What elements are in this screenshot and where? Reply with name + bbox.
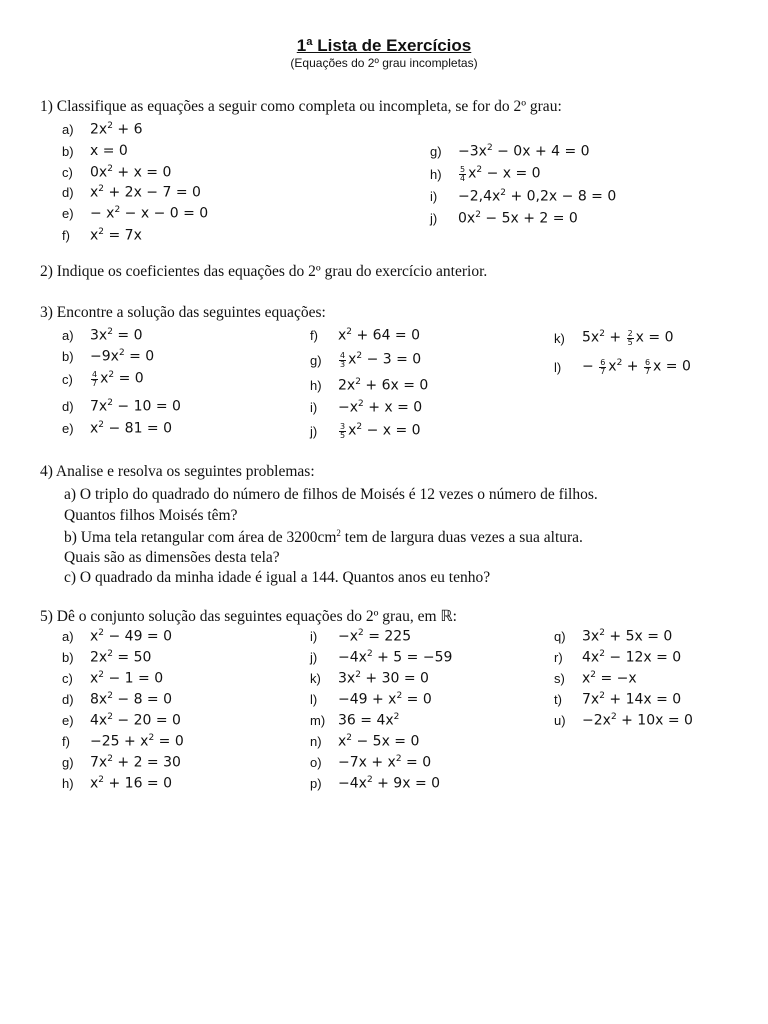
question-1: 1) Classifique as equações a seguir como completa ou incompleta, se for do 2º grau: (40, 98, 562, 115)
q5-equation (338, 775, 440, 792)
q3-item (310, 396, 422, 418)
q1-item (62, 181, 201, 203)
q3-item-label: f) (310, 327, 318, 343)
q1-item-label: d) (62, 184, 74, 200)
q1-equation (458, 143, 590, 160)
equation-part: x (608, 359, 617, 376)
q5-item-label: a) (62, 628, 74, 644)
exponent: 2 (107, 753, 113, 764)
q5-item (310, 709, 399, 731)
q1-item-label: a) (62, 121, 74, 137)
q5-item-label: u) (554, 712, 566, 728)
equation-part: + (622, 359, 643, 376)
q5-item (310, 730, 419, 752)
q5-item-label: h) (62, 775, 74, 791)
q5-item (62, 772, 172, 794)
equation-part: − x = 0 (362, 423, 421, 440)
equation-part: x (90, 227, 99, 244)
equation-part: − 0x + 4 = 0 (492, 143, 590, 160)
q1-equation (90, 227, 142, 244)
equation-part: − 5x + 2 = 0 (480, 210, 578, 227)
q3-equation (338, 399, 422, 416)
fraction-denominator: 3 (340, 359, 346, 369)
fraction (339, 352, 346, 369)
equation-part: 2x (90, 649, 108, 666)
q5-item-label: o) (310, 754, 322, 770)
fraction-denominator: 7 (600, 366, 606, 376)
equation-part: −4x (338, 775, 367, 792)
q5-item (62, 625, 172, 647)
q3-item (310, 420, 421, 442)
exponent: 2 (599, 690, 605, 701)
equation-part: − 20 = 0 (112, 712, 181, 729)
q5-equation (338, 754, 431, 771)
exponent: 2 (610, 711, 617, 722)
q1-item-label: e) (62, 205, 74, 221)
q1-item (62, 202, 208, 224)
question-2: 2) Indique os coeficientes das equações do 2º grau do exercício anterior. (40, 263, 488, 280)
q5-item-label: g) (62, 754, 74, 770)
q1-item-label: j) (430, 210, 438, 226)
q5-item (62, 751, 181, 773)
fraction (644, 359, 651, 376)
q5-item (310, 667, 429, 689)
exponent: 2 (355, 669, 361, 680)
q3-item-label: k) (554, 330, 565, 346)
q5-equation (90, 670, 163, 687)
fraction-numerator: 4 (340, 350, 346, 360)
equation-part: x (338, 327, 347, 344)
equation-part: x = 0 (653, 359, 691, 376)
q1-equation (458, 210, 578, 227)
q1-equation (90, 184, 201, 201)
equation-part: = −x (596, 670, 637, 687)
fraction-numerator: 2 (627, 328, 633, 338)
exponent: 2 (108, 370, 115, 381)
equation-part: = 0 (112, 327, 143, 344)
q3-equation (338, 351, 421, 368)
q5-item (554, 709, 693, 731)
exponent: 2 (346, 326, 353, 337)
fraction-denominator: 7 (644, 366, 651, 376)
q3-item (310, 324, 420, 346)
q5-item (310, 772, 440, 794)
q1-item (62, 140, 128, 162)
equation-part: −x (338, 399, 359, 416)
q5-item (62, 646, 151, 668)
exponent: 2 (107, 397, 113, 408)
exponent: 2 (107, 711, 113, 722)
equation-part: + 14x = 0 (604, 691, 682, 708)
exponent: 2 (98, 774, 105, 785)
equation-part: x (90, 670, 99, 687)
q3-item (310, 349, 421, 371)
q1-item (430, 185, 616, 207)
equation-part: − x − 0 = 0 (120, 205, 209, 222)
fraction (459, 166, 466, 183)
problem-b-text-end: tem de largura duas vezes a sua altura. (340, 529, 583, 547)
fraction-denominator: 4 (460, 173, 466, 183)
exponent: 2 (114, 204, 121, 215)
q5-equation (338, 628, 411, 645)
q5-equation (90, 649, 151, 666)
equation-part: 2x (90, 121, 108, 138)
problem-b-cm-exponent: 2 (336, 528, 341, 538)
fraction-denominator: 5 (627, 337, 633, 347)
q5-equation (338, 670, 429, 687)
exponent: 2 (486, 142, 493, 153)
q1-item (430, 140, 590, 162)
equation-part: − x (90, 205, 115, 222)
exponent: 2 (500, 187, 507, 198)
q5-item (310, 646, 452, 668)
q3-item-label: c) (62, 371, 73, 387)
exponent: 2 (98, 226, 105, 237)
equation-part: + 6 (112, 121, 143, 138)
equation-part: 3x (90, 327, 108, 344)
equation-part: + 10x = 0 (616, 712, 693, 729)
q3-item-label: j) (310, 423, 318, 439)
q3-item (310, 374, 428, 396)
q5-item-label: b) (62, 649, 74, 665)
exponent: 2 (395, 753, 402, 764)
q5-equation (338, 691, 432, 708)
q3-item (62, 324, 142, 346)
equation-part: − 8 = 0 (112, 691, 173, 708)
exponent: 2 (107, 163, 113, 174)
equation-part: + x = 0 (112, 164, 172, 181)
equation-part: = 0 (154, 733, 184, 750)
q3-item-label: i) (310, 399, 318, 415)
q1-equation (458, 165, 541, 182)
q3-equation (582, 358, 691, 375)
exponent: 2 (355, 376, 361, 387)
fraction-denominator: 7 (92, 378, 98, 388)
problem-c-line-1: c) O quadrado da minha idade é igual a 144. Quantos anos eu tenho? (64, 569, 491, 586)
equation-part: − 10 = 0 (112, 398, 181, 415)
q1-equation (90, 205, 208, 222)
q5-item-label: r) (554, 649, 563, 665)
exponent: 2 (590, 669, 597, 680)
q3-item (62, 345, 154, 367)
q5-item (62, 667, 163, 689)
q3-equation (90, 327, 142, 344)
equation-part: −3x (458, 143, 487, 160)
q3-item-label: l) (554, 359, 562, 375)
equation-part: + (604, 330, 626, 347)
problem-a-line-2: Quantos filhos Moisés têm? (64, 507, 238, 524)
problem-b-line-2: Quais são as dimensões desta tela? (64, 549, 280, 566)
q5-equation (582, 670, 637, 687)
q5-item-label: n) (310, 733, 322, 749)
equation-part: x (468, 166, 477, 183)
q5-item-label: t) (554, 691, 562, 707)
q5-item (310, 625, 411, 647)
q3-equation (582, 329, 674, 346)
fraction-numerator: 3 (340, 421, 346, 431)
equation-part: x = 0 (90, 143, 128, 159)
q5-item-label: d) (62, 691, 74, 707)
q5-equation (90, 628, 172, 645)
q1-item-label: g) (430, 143, 442, 159)
q5-equation (90, 754, 181, 771)
page-subtitle: (Equações do 2º grau incompletas) (290, 56, 478, 70)
exponent: 2 (599, 627, 605, 638)
q3-item (554, 327, 674, 349)
exponent: 2 (98, 419, 105, 430)
exponent: 2 (475, 209, 481, 220)
q3-item (554, 356, 691, 378)
exponent: 2 (396, 690, 403, 701)
q5-equation (582, 691, 681, 708)
exponent: 2 (346, 732, 353, 743)
equation-part: − 1 = 0 (104, 670, 164, 687)
equation-part: 8x (90, 691, 108, 708)
equation-part: + 6x = 0 (360, 377, 429, 394)
fraction-numerator: 4 (92, 369, 98, 379)
problem-b-line-1 (64, 528, 583, 547)
q3-item-label: a) (62, 327, 74, 343)
equation-part: 7x (90, 754, 108, 771)
equation-part: − (582, 359, 599, 376)
exponent: 2 (107, 648, 113, 659)
equation-part: x (348, 423, 357, 440)
question-5: 5) Dê o conjunto solução das seguintes equações do 2º grau, em ℝ: (40, 608, 457, 625)
equation-part: − 3 = 0 (362, 352, 422, 369)
q1-item-label: f) (62, 227, 70, 243)
equation-part: x = 0 (635, 330, 674, 347)
q5-item-label: l) (310, 691, 318, 707)
exponent: 2 (366, 648, 373, 659)
page-title: 1ª Lista de Exercícios (296, 36, 472, 55)
equation-part: = 50 (112, 649, 152, 666)
q5-item-label: m) (310, 712, 326, 728)
equation-part: x (100, 371, 109, 388)
exponent: 2 (148, 732, 155, 743)
fraction-denominator: 5 (340, 430, 346, 440)
equation-part: + 64 = 0 (352, 327, 421, 344)
q5-equation (90, 691, 172, 708)
equation-part: + 0,2x − 8 = 0 (506, 188, 617, 205)
fraction (339, 423, 346, 440)
equation-part: −x (338, 628, 359, 645)
equation-part: 7x (90, 398, 108, 415)
q5-equation (90, 712, 181, 729)
q1-equation (90, 121, 142, 138)
exponent: 2 (98, 183, 105, 194)
equation-part: 5x (582, 330, 600, 347)
equation-part: x (90, 420, 99, 437)
equation-part: x (90, 775, 99, 792)
fraction (599, 359, 606, 376)
equation-part: + 9x = 0 (372, 775, 441, 792)
equation-part: −9x (90, 348, 119, 365)
q5-item-label: p) (310, 775, 322, 791)
q1-item (62, 161, 171, 183)
q5-equation (582, 649, 681, 666)
q3-equation (338, 422, 421, 439)
equation-part: −49 + x (338, 691, 397, 708)
q1-item-label: i) (430, 188, 438, 204)
q5-item (554, 688, 681, 710)
equation-part: = 0 (124, 348, 155, 365)
fraction (91, 371, 98, 388)
equation-part: 36 = 4x (338, 712, 394, 729)
q3-item-label: e) (62, 420, 74, 436)
equation-part: − x = 0 (482, 166, 541, 183)
equation-part: x (348, 352, 357, 369)
equation-part: + 5 = −59 (372, 649, 453, 666)
exponent: 2 (358, 627, 364, 638)
equation-part: 0x (90, 164, 108, 181)
exponent: 2 (599, 648, 605, 659)
q3-equation (338, 327, 420, 344)
q5-equation (338, 712, 399, 729)
q5-equation (582, 712, 693, 729)
q3-equation (90, 370, 144, 387)
q1-item (62, 118, 142, 140)
equation-part: + 2x − 7 = 0 (104, 184, 201, 201)
q3-item (62, 368, 144, 390)
q5-equation (338, 649, 452, 666)
q3-item-label: h) (310, 377, 322, 393)
q3-item (62, 417, 172, 439)
exponent: 2 (107, 326, 113, 337)
equation-part: = 7x (104, 227, 142, 244)
equation-part: 4x (90, 712, 108, 729)
exponent: 2 (107, 690, 113, 701)
q5-item (554, 646, 681, 668)
equation-part: −4x (338, 649, 367, 666)
exponent: 2 (98, 627, 105, 638)
q5-equation (90, 775, 172, 792)
q3-equation (90, 348, 154, 365)
exponent: 2 (98, 669, 105, 680)
equation-part: 3x (338, 670, 356, 687)
equation-part: + 30 = 0 (360, 670, 429, 687)
fraction-numerator: 6 (644, 357, 651, 367)
equation-part: = 0 (114, 371, 144, 388)
q5-item (62, 730, 184, 752)
q1-item (430, 163, 541, 185)
q5-item-label: q) (554, 628, 566, 644)
q3-item-label: b) (62, 348, 74, 364)
equation-part: = 0 (401, 754, 432, 771)
fraction (627, 330, 634, 347)
q1-equation (90, 164, 171, 181)
q3-equation (90, 420, 172, 437)
exponent: 2 (358, 398, 364, 409)
q5-item-label: j) (310, 649, 318, 665)
equation-part: + 5x = 0 (604, 628, 673, 645)
exponent: 2 (599, 329, 605, 340)
q5-item (310, 751, 431, 773)
question-4: 4) Analise e resolva os seguintes problemas: (40, 463, 315, 480)
exponent: 2 (118, 347, 125, 358)
exponent: 2 (616, 358, 623, 369)
q3-item-label: d) (62, 398, 74, 414)
q1-equation (458, 188, 616, 205)
equation-part: 0x (458, 210, 476, 227)
equation-part: −7x + x (338, 754, 396, 771)
q5-equation (90, 733, 184, 750)
equation-part: − 12x = 0 (604, 649, 682, 666)
exponent: 2 (366, 774, 373, 785)
fraction-numerator: 6 (600, 357, 606, 367)
q5-item-label: e) (62, 712, 74, 728)
equation-part: 4x (582, 649, 600, 666)
q5-item-label: k) (310, 670, 321, 686)
equation-part: x (90, 628, 99, 645)
equation-part: x (582, 670, 591, 687)
q1-item (62, 224, 142, 246)
q5-item (62, 709, 181, 731)
equation-part: = 225 (363, 628, 412, 645)
q5-item-label: s) (554, 670, 565, 686)
q5-equation (582, 628, 672, 645)
q1-item-label: b) (62, 143, 74, 159)
q5-item (554, 625, 672, 647)
q1-item-label: c) (62, 164, 73, 180)
exponent: 2 (393, 711, 400, 722)
q1-item-label: h) (430, 166, 442, 182)
q3-equation (90, 398, 181, 415)
fraction-numerator: 5 (460, 164, 466, 174)
q3-item (62, 395, 181, 417)
q3-equation (338, 377, 428, 394)
equation-part: 7x (582, 691, 600, 708)
problem-b-text-start: b) Uma tela retangular com área de 3200cm (64, 529, 337, 547)
equation-part: x (338, 733, 347, 750)
exponent: 2 (476, 165, 483, 176)
problem-a-line-1: a) O triplo do quadrado do número de filhos de Moisés é 12 vezes o número de filhos. (64, 486, 598, 503)
equation-part: + x = 0 (363, 399, 423, 416)
equation-part: −25 + x (90, 733, 149, 750)
q5-item-label: i) (310, 628, 318, 644)
q5-item-label: c) (62, 670, 73, 686)
equation-part: 3x (582, 628, 600, 645)
q3-item-label: g) (310, 352, 322, 368)
q5-item (554, 667, 637, 689)
equation-part: x (90, 184, 99, 201)
q1-equation (90, 143, 128, 159)
equation-part: −2,4x (458, 188, 501, 205)
equation-part: + 16 = 0 (104, 775, 173, 792)
equation-part: −2x (582, 712, 611, 729)
q5-item-label: f) (62, 733, 70, 749)
exponent: 2 (356, 422, 363, 433)
equation-part: − 5x = 0 (352, 733, 420, 750)
equation-part: + 2 = 30 (112, 754, 181, 771)
q1-item (430, 207, 578, 229)
q5-item (310, 688, 432, 710)
equation-part: − 49 = 0 (104, 628, 173, 645)
equation-part: = 0 (402, 691, 432, 708)
q5-item (62, 688, 172, 710)
q5-equation (338, 733, 419, 750)
equation-part: 2x (338, 377, 356, 394)
exponent: 2 (356, 351, 363, 362)
exponent: 2 (107, 120, 113, 131)
question-3: 3) Encontre a solução das seguintes equações: (40, 304, 326, 321)
equation-part: − 81 = 0 (104, 420, 173, 437)
